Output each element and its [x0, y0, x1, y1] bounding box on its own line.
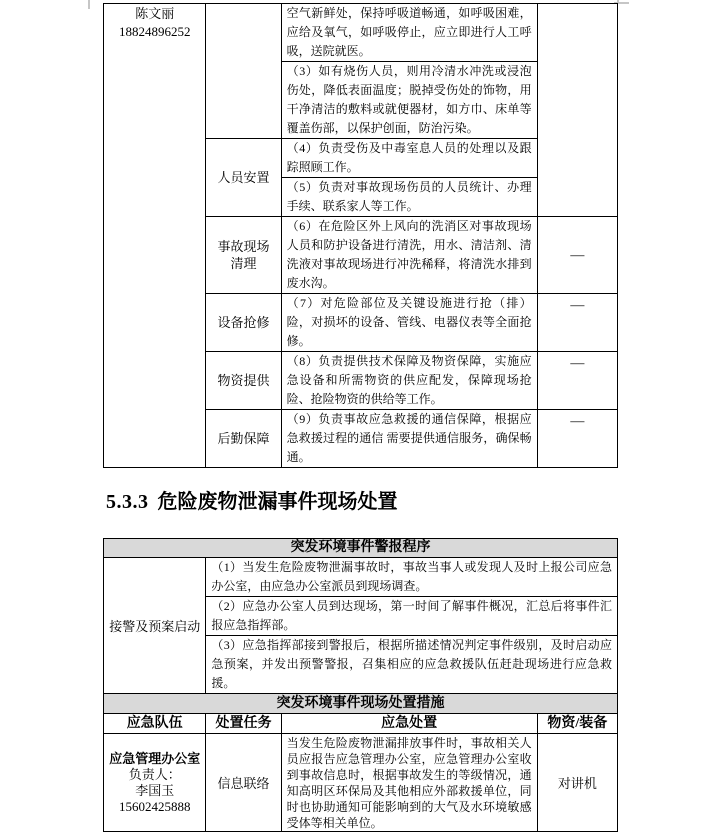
alarm-step-3: （3）应急指挥部接到警报后，根据所描述情况判定事件级别，及时启动应急预案，并发出预警警报，召集相应的应急救援队伍赶赴现场进行应急救援。	[206, 636, 618, 694]
equipment-dash-cell: —	[537, 410, 617, 468]
emergency-duties-table	[103, 3, 618, 468]
measures-header: 突发环境事件现场处置措施	[104, 694, 618, 714]
team-phone: 15602425888	[118, 798, 191, 814]
task-cell-3: （3）如有烧伤人员，则用冷清水冲洗或浸泡伤处，降低表面温度；脱掉受伤处的饰物，用干净清洁的敷料或就便器材，如方巾、床单等覆盖伤部，以保护创面，防治污染。	[281, 62, 537, 139]
section-heading	[106, 485, 398, 514]
task-liaison-cell: 信息联络	[206, 734, 281, 832]
contact-cell	[104, 4, 206, 468]
team-person: 李国玉	[135, 782, 175, 798]
equipment-dash-cell: —	[537, 294, 617, 352]
duty-label-cleanup-line1: 事故现场	[217, 239, 270, 254]
duty-label-cleanup-line2: 清理	[230, 256, 257, 271]
task-cell-continued: 空气新鲜处，保持呼吸道畅通，如呼吸困难，应给及氧气，如呼吸停止，应立即进行人工呼吸，送院就医。	[281, 4, 537, 62]
duty-label-empty-cell	[206, 4, 281, 139]
disposal-cell: 当发生危险废物泄漏排放事件时，事故相关人员应报告应急管理办公室，应急管理办公室收到事故信息时，根据事故发生的等级情况，通知高明区环保局及其他相应外部救援单位，同时也协助通知可能影响到的大气及水环境敏感受体等相关单位。	[281, 734, 537, 832]
equipment-dash-cell: —	[537, 352, 617, 410]
incident-response-table	[103, 538, 618, 832]
team-role: 负责人：	[128, 766, 181, 782]
equipment-empty-cell	[537, 4, 617, 217]
column-header-equipment: 物资/装备	[537, 714, 617, 734]
task-cell-6: （6）在危险区外上风向的洗消区对事故现场人员和防护设备进行清洗，用水、清洁剂、清洗液对事故现场进行冲洗稀释，将清洗水排到废水沟。	[281, 217, 537, 294]
column-header-team: 应急队伍	[104, 714, 206, 734]
team-name: 应急管理办公室	[109, 750, 201, 766]
task-cell-7: （7）对危险部位及关键设施进行抢（排）险，对损坏的设备、管线、电器仪表等全面抢修。	[281, 294, 537, 352]
contact-phone: 18824896252	[118, 24, 191, 39]
duty-label-logistics: 后勤保障	[206, 410, 281, 468]
duty-label-supply: 物资提供	[206, 352, 281, 410]
section-title: 危险废物泄漏事件现场处置	[157, 491, 398, 513]
duty-label-repair: 设备抢修	[206, 294, 281, 352]
equipment-dash-cell: —	[537, 217, 617, 294]
table-handle-mark-left	[88, 0, 90, 9]
equipment-cell: 对讲机	[537, 734, 617, 832]
alarm-procedure-header: 突发环境事件警报程序	[104, 539, 618, 558]
alarm-step-2: （2）应急办公室人员到达现场，第一时间了解事件概况，汇总后将事件汇报应急指挥部。	[206, 597, 618, 636]
task-cell-9: （9）负责事故应急救援的通信保障，根据应急救援过程的通信 需要提供通信服务，确保畅通。	[281, 410, 537, 468]
contact-name: 陈文丽	[135, 6, 175, 21]
section-number: 5.3.3	[106, 491, 149, 513]
task-cell-5: （5）负责对事故现场伤员的人员统计、办理手续、联系家人等工作。	[281, 178, 537, 217]
task-cell-8: （8）负责提供技术保障及物资保障，实施应急设备和所需物资的供应配发，保障现场抢险、抢险物资的供给等工作。	[281, 352, 537, 410]
duty-label-placement: 人员安置	[206, 139, 281, 217]
task-cell-4: （4）负责受伤及中毒室息人员的处理以及跟踪照顾工作。	[281, 139, 537, 178]
column-header-disposal: 应急处置	[281, 714, 537, 734]
team-cell	[104, 734, 206, 832]
alarm-step-1: （1）当发生危险废物泄漏事故时，事故当事人或发现人及时上报公司应急办公室，由应急办公室派员到现场调查。	[206, 558, 618, 597]
column-header-task: 处置任务	[206, 714, 281, 734]
alarm-label-cell: 接警及预案启动	[104, 558, 206, 694]
duty-label-cleanup	[206, 217, 281, 294]
